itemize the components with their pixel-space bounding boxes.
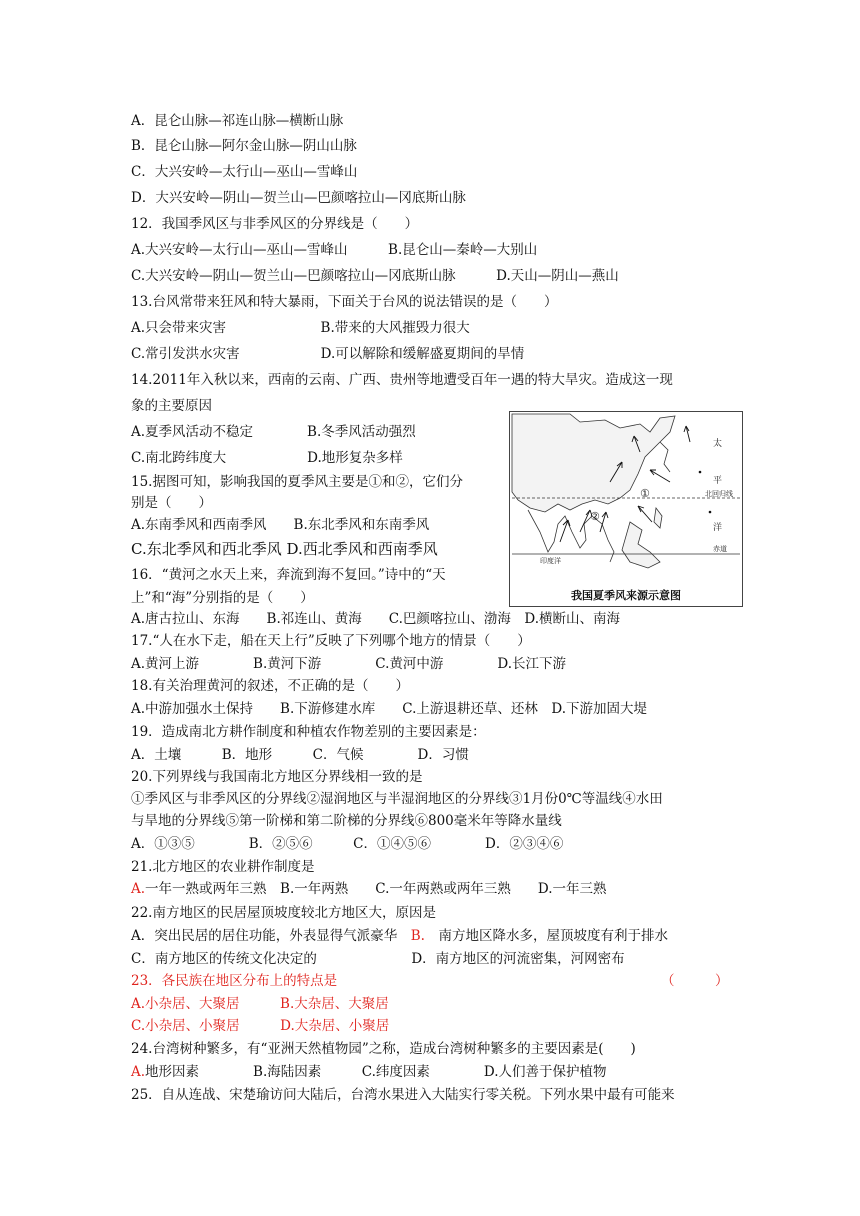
text-line: A.东南季风和西南季风 B.东北季风和东南季风: [131, 517, 430, 533]
map-label-indian: 印度洋: [540, 557, 561, 565]
text-line: ①季风区与非季风区的分界线②湿润地区与半湿润地区的分界线③1月份0℃等温线④水田: [131, 791, 663, 807]
map-label-yang: 洋: [713, 523, 723, 533]
text-line: [131, 927, 668, 945]
text-line: 上”和“海”分别指的是（ ）: [131, 590, 314, 606]
question-stem: 19．造成南北方耕作制度和种植农作物差别的主要因素是：: [131, 724, 486, 740]
question-stem: 17.“人在水下走，船在天上行”反映了下列哪个地方的情景（ ）: [131, 633, 531, 649]
text-line: C.常引发洪水灾害 D.可以解除和缓解盛夏期间的旱情: [131, 346, 525, 362]
question-stem: 21.北方地区的农业耕作制度是: [131, 859, 315, 875]
answer-mark: A.: [131, 881, 146, 897]
map-drawing: [510, 412, 742, 606]
text-line: D．大兴安岭—阴山—贺兰山—巴颜喀拉山—冈底斯山脉: [131, 190, 466, 206]
text-line: [131, 1063, 607, 1081]
text-line: B．昆仑山脉—阿尔金山脉—阴山山脉: [131, 138, 357, 154]
text-span: A．突出民居的居住功能，外表显得气派豪华: [131, 928, 411, 944]
text-line: C.大兴安岭—阴山—贺兰山—巴颜喀拉山—冈底斯山脉 D.天山—阴山—燕山: [131, 268, 619, 284]
question-stem: 23．各民族在地区分布上的特点是: [131, 973, 338, 989]
text-line: A.只会带来灾害 B.带来的大风摧毁力很大: [131, 320, 470, 336]
text-line: A．①③⑤ B．②⑤⑥ C．①④⑤⑥ D．②③④⑥: [131, 836, 564, 852]
question-stem: 16．“黄河之水天上来，奔流到海不复回。”诗中的“天: [131, 567, 446, 583]
map-caption: 我国夏季风来源示意图: [571, 589, 681, 602]
answer-mark: B.: [410, 928, 425, 944]
question-stem: 14.2011年入秋以来，西南的云南、广西、贵州等地遭受百年一遇的特大旱灾。造成这一现: [131, 372, 673, 388]
monsoon-map: [509, 411, 743, 607]
question-stem: 24.台湾树种繁多，有“亚洲天然植物园”之称，造成台湾树种繁多的主要因素是( ): [131, 1041, 636, 1057]
text-line: A.夏季风活动不稳定 B.冬季风活动强烈: [131, 424, 416, 440]
answer-bracket: （ ）: [661, 973, 729, 989]
text-line: C.东北季风和西北季风 D.西北季风和西南季风: [131, 540, 438, 558]
map-label-two: ②: [590, 510, 600, 523]
question-stem: 20.下列界线与我国南北方地区分界线相一致的是: [131, 769, 423, 785]
text-line: C.南北跨纬度大 D.地形复杂多样: [131, 450, 403, 466]
text-line: [131, 880, 607, 898]
text-line: A.大兴安岭—太行山—巫山—雪峰山 B.昆仑山—秦岭—大别山: [131, 242, 538, 258]
text-span: 一年一熟或两年三熟 B.一年两熟 C.一年两熟或两年三熟 D.一年三熟: [145, 881, 607, 897]
answer-mark: A.: [131, 1064, 146, 1080]
question-stem: 12．我国季风区与非季风区的分界线是（ ）: [131, 216, 419, 232]
map-label-one: ①: [640, 487, 650, 500]
map-label-equator: 赤道: [713, 545, 727, 553]
text-span: 南方地区降水多，屋顶坡度有利于排水: [424, 928, 668, 944]
map-label-ping: 平: [713, 476, 723, 486]
text-line: A.小杂居、大聚居 B.大杂居、大聚居: [131, 996, 389, 1012]
question-stem: 13.台风常带来狂风和特大暴雨，下面关于台风的说法错误的是（ ）: [131, 294, 558, 310]
text-line: A．土壤 B．地形 C．气候 D．习惯: [131, 747, 469, 763]
text-line: A.黄河上游 B.黄河下游 C.黄河中游 D.长江下游: [131, 656, 567, 672]
question-stem: 25．自从连战、宋楚瑜访问大陆后，台湾水果进入大陆实行零关税。下列水果中最有可能来: [131, 1087, 675, 1103]
text-line: C．南方地区的传统文化决定的 D．南方地区的河流密集，河网密布: [131, 951, 625, 967]
text-line: 象的主要原因: [131, 398, 212, 414]
question-stem: 15.据图可知，影响我国的夏季风主要是①和②，它们分: [131, 474, 463, 490]
question-stem: 18.有关治理黄河的叙述，不正确的是（ ）: [131, 678, 409, 694]
question-stem: 22.南方地区的民居屋顶坡度较北方地区大，原因是: [131, 905, 436, 921]
text-span: 地形因素 B.海陆因素 C.纬度因素 D.人们善于保护植物: [145, 1064, 607, 1080]
text-line: 与旱地的分界线⑤第一阶梯和第二阶梯的分界线⑥800毫米年等降水量线: [131, 813, 562, 829]
text-line: 别是（ ）: [131, 495, 212, 511]
text-line: C．大兴安岭—太行山—巫山—雪峰山: [131, 164, 358, 180]
text-line: A．昆仑山脉—祁连山脉—横断山脉: [131, 113, 344, 129]
text-line: C.小杂居、小聚居 D.大杂居、小聚居: [131, 1018, 390, 1034]
text-line: A.中游加强水土保持 B.下游修建水库 C.上游退耕还草、还林 D.下游加固大堤: [131, 701, 648, 717]
text-line: A.唐古拉山、东海 B.祁连山、黄海 C.巴颜喀拉山、渤海 D.横断山、南海: [131, 611, 621, 627]
map-label-tropic: 北回归线: [705, 490, 733, 498]
map-label-tai: 太: [713, 439, 723, 449]
